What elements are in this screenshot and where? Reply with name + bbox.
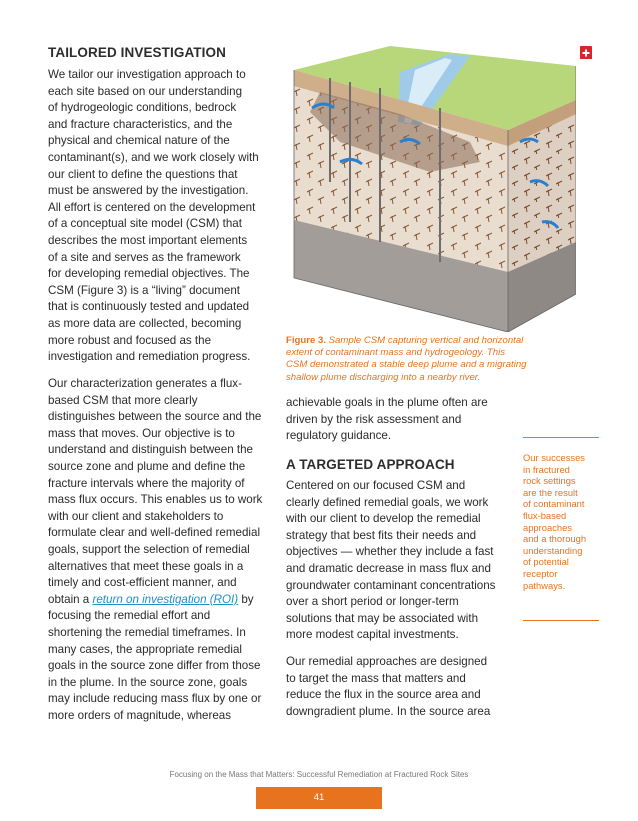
text-line: pathways. <box>523 579 566 591</box>
paragraph-characterization <box>48 376 274 724</box>
text-line: as more data are collected, becoming <box>48 316 242 330</box>
text-line: distinguishes between the source and the <box>48 410 262 424</box>
text-line: alternatives that meet these goals in a <box>48 559 244 573</box>
text-line: more orders of magnitude, whereas <box>48 708 232 722</box>
text-line: achievable goals in the plume often are <box>286 396 488 409</box>
text-line: in fractured <box>523 463 570 475</box>
text-line: and a thorough <box>523 533 587 545</box>
text-line: Our successes <box>523 452 585 463</box>
text-line: rock settings <box>523 475 576 487</box>
text-line: in the plume. In the source zone, goals <box>48 675 248 689</box>
text-line: formulate clear and well-defined remedial <box>48 526 261 540</box>
text-line: and dramatic decrease in mass flux and <box>286 561 491 575</box>
text-line: to target the mass that matters and <box>286 671 466 685</box>
text-line: driven by the risk assessment and <box>286 412 462 426</box>
text-line: physical and chemical nature of the <box>48 134 230 148</box>
text-line: more modest capital investments. <box>286 628 459 642</box>
text-line: based CSM that more clearly <box>48 393 198 407</box>
text-line: Our remedial approaches are designed <box>286 655 488 668</box>
text-line: more robust and focused as the <box>48 333 212 347</box>
text-line: that is continuously tested and updated <box>48 300 250 314</box>
link-prefix: obtain a <box>48 592 93 606</box>
roi-link[interactable]: return on investigation (ROI) <box>92 592 239 606</box>
paragraph-remedial-approaches <box>286 654 526 720</box>
text-line: our client to define the questions that <box>48 167 238 181</box>
text-line: are the result <box>523 486 578 498</box>
caption-line: CSM demonstrated a stable deep plume and a migrating <box>286 359 527 371</box>
text-line: approaches <box>523 521 572 533</box>
text-line: Centered on our focused CSM and <box>286 479 466 492</box>
text-line: fracture intervals where the majority of <box>48 476 245 490</box>
figure-label: Figure 3. <box>286 335 326 346</box>
paragraph-achievable-goals <box>286 395 526 445</box>
text-line: objectives — whether they include a fast <box>286 545 494 559</box>
heading-targeted-approach: A TARGETED APPROACH <box>286 457 455 472</box>
paragraph-tailored-investigation <box>48 67 274 366</box>
text-line: solutions that may be associated with <box>286 611 479 625</box>
text-line: investigation and remediation progress. <box>48 350 251 364</box>
caption-line: Sample CSM capturing vertical and horizontal <box>325 335 524 346</box>
sidebar-callout <box>523 452 603 591</box>
text-line: timely and cost-efficient manner, and <box>48 576 237 590</box>
text-line: reduce the flux in the source area and <box>286 688 481 702</box>
caption-line: shallow plume discharging into a nearby river. <box>286 371 481 383</box>
link-suffix: by <box>238 592 254 606</box>
text-line: Our characterization generates a flux- <box>48 377 242 390</box>
text-line: source zone and plume and define the <box>48 459 246 473</box>
paragraph-targeted-approach <box>286 478 526 644</box>
text-line: for developing remedial objectives. The <box>48 267 250 281</box>
text-line: focusing the remedial effort and <box>48 609 211 623</box>
text-line: must be answered by the investigation. <box>48 184 249 198</box>
text-line: describes the most important elements <box>48 233 248 247</box>
text-line-with-link <box>48 592 274 609</box>
text-line: each site based on our understanding <box>48 84 243 98</box>
text-line: many cases, the appropriate remedial <box>48 642 242 656</box>
heading-tailored-investigation: TAILORED INVESTIGATION <box>48 45 226 60</box>
text-line: and fracture characteristics, and the <box>48 117 233 131</box>
text-line: mass flux occurs. This enables us to work <box>48 493 263 507</box>
page-number: 41 <box>256 787 382 809</box>
text-line: regulatory guidance. <box>286 429 392 443</box>
text-line: contaminant(s), and we work closely with <box>48 150 259 164</box>
text-line: of contaminant <box>523 498 585 510</box>
text-line: may include reducing mass flux by one or <box>48 692 262 706</box>
text-line: We tailor our investigation approach to <box>48 68 246 81</box>
text-line: of potential <box>523 556 569 568</box>
text-line: goals, support the selection of remedial <box>48 542 250 556</box>
text-line: understanding <box>523 544 583 556</box>
text-line: of a site and serves as the framework <box>48 250 241 264</box>
sidebar-top-rule <box>523 437 599 438</box>
text-line: of hydrogeologic conditions, bedrock <box>48 101 237 115</box>
text-line: All effort is centered on the development <box>48 200 256 214</box>
sidebar-bottom-rule <box>523 620 599 621</box>
text-line: understand and distinguish between the <box>48 443 253 457</box>
text-line: with our client and stakeholders to <box>48 509 224 523</box>
text-line: clearly defined remedial goals, we work <box>286 495 489 509</box>
text-line: of a conceptual site model (CSM) that <box>48 217 242 231</box>
swiss-flag-icon <box>580 46 592 58</box>
text-line: receptor <box>523 567 558 579</box>
text-line: downgradient plume. In the source area <box>286 704 491 718</box>
text-line: flux-based <box>523 509 567 521</box>
text-line: shortening the remedial timeframes. In <box>48 625 246 639</box>
text-line: goals in the source zone differ from those <box>48 659 261 673</box>
text-line: with our client to develop the remedial <box>286 512 481 526</box>
csm-block-diagram <box>280 42 576 332</box>
footer-title: Focusing on the Mass that Matters: Successful Remediation at Fractured Rock Sites <box>169 770 469 779</box>
text-line: CSM (Figure 3) is a “living” document <box>48 283 240 297</box>
text-line: strategy that best fits their needs and <box>286 528 477 542</box>
caption-line: extent of contaminant mass and hydrogeology. This <box>286 347 506 359</box>
text-line: groundwater contaminant concentrations <box>286 578 496 592</box>
text-line: over a short period or longer-term <box>286 595 459 609</box>
text-line: mass that moves. Our objective is to <box>48 426 235 440</box>
figure-caption <box>286 335 586 384</box>
